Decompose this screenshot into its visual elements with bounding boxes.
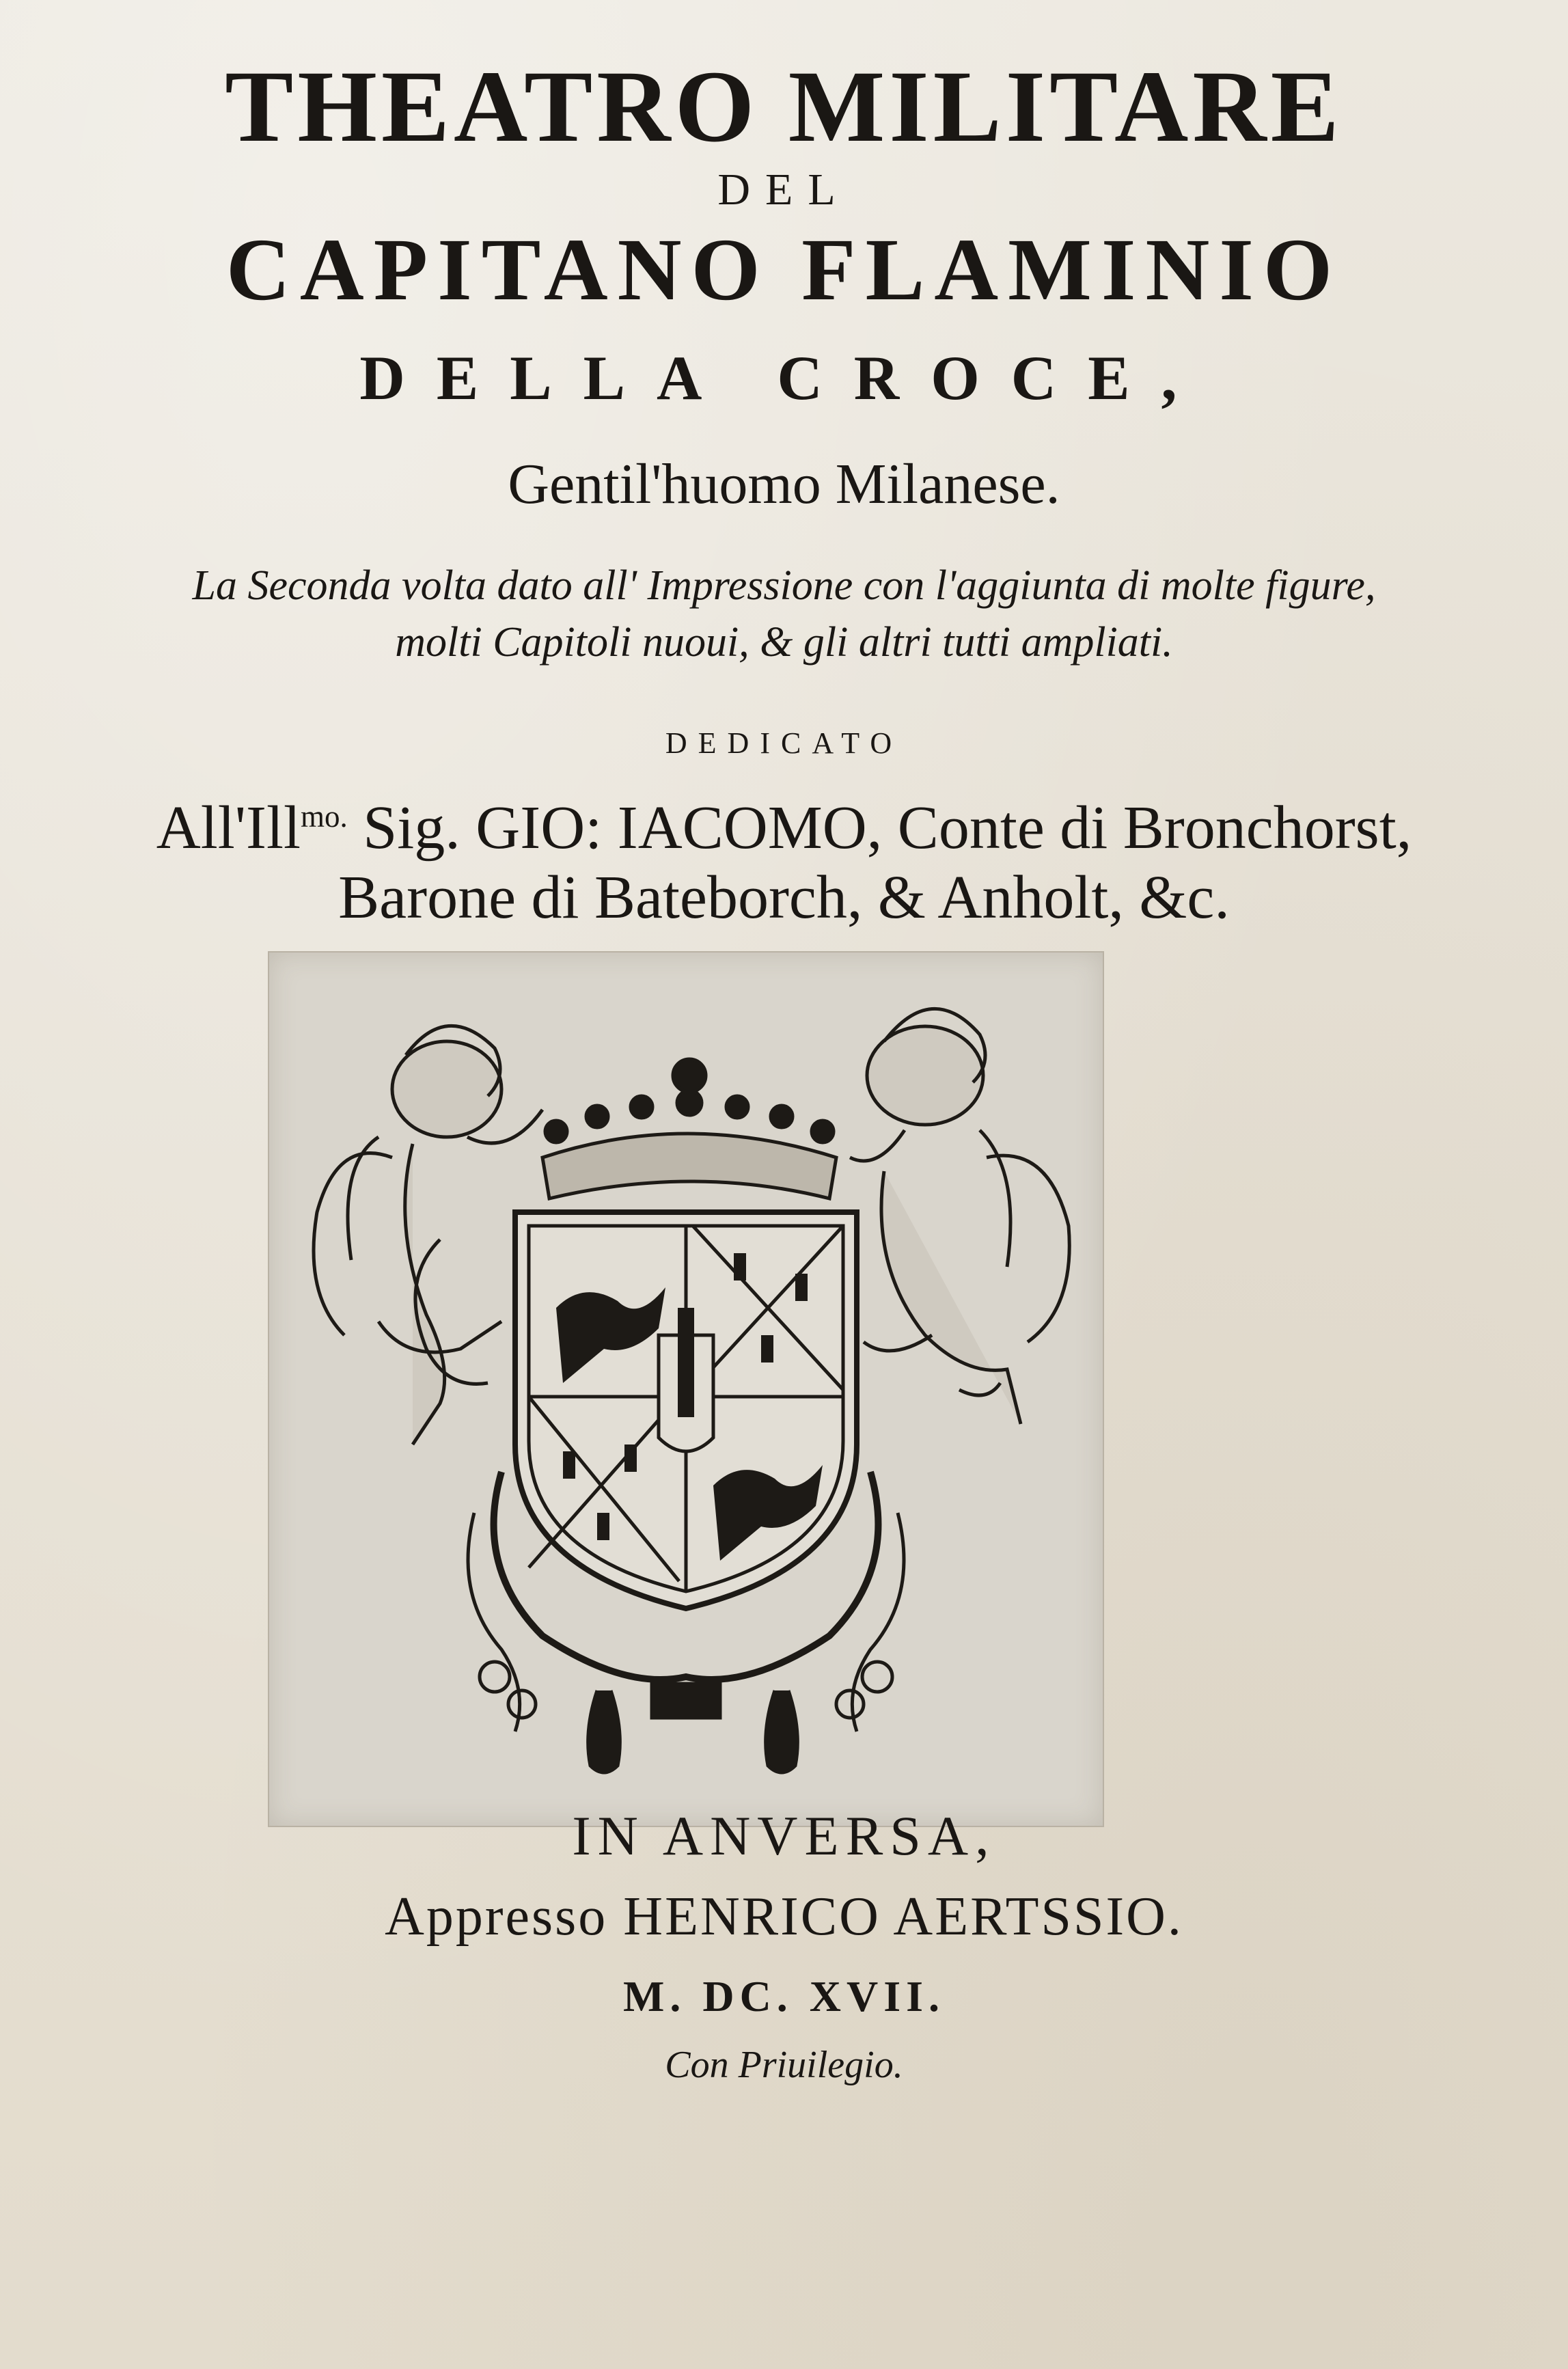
- coat-of-arms-engraving: [268, 951, 1104, 1827]
- crown-icon: [542, 1059, 836, 1199]
- description-line-2: molti Capitoli nuoui, & gli altri tutti ampliati.: [395, 619, 1173, 666]
- dedication-label: DEDICATO: [665, 726, 903, 760]
- left-cherub-icon: [314, 1026, 542, 1444]
- dedication-prefix: All'Ill: [156, 794, 301, 862]
- dedication-line-2: Barone di Bateborch, & Anholt, &c.: [338, 864, 1230, 931]
- author-name: CAPITANO FLAMINIO: [225, 221, 1343, 319]
- dedication-rest: Sig. GIO: IACOMO, Conte di Bronchorst,: [347, 794, 1412, 862]
- right-cherub-icon: [850, 1009, 1069, 1424]
- shield-icon: [515, 1212, 857, 1608]
- author-surname: DELLA CROCE,: [359, 343, 1209, 413]
- description-line-1: La Seconda volta dato all' Impressione con l'aggiunta di molte figure,: [192, 562, 1376, 609]
- title-del: DEL: [717, 165, 851, 215]
- author-subtitle: Gentil'huomo Milanese.: [508, 452, 1060, 516]
- main-title: THEATRO MILITARE: [225, 50, 1343, 163]
- imprint-year: M. DC. XVII.: [622, 1972, 946, 2021]
- imprint-privilege: Con Priuilegio.: [665, 2044, 903, 2086]
- dedication-superscript: mo.: [300, 799, 348, 834]
- imprint-printer: Appresso HENRICO AERTSSIO.: [385, 1887, 1183, 1947]
- imprint-place: IN ANVERSA,: [572, 1805, 996, 1867]
- dedication-line-1: [0, 793, 1568, 863]
- coat-of-arms-icon: [269, 953, 1103, 1826]
